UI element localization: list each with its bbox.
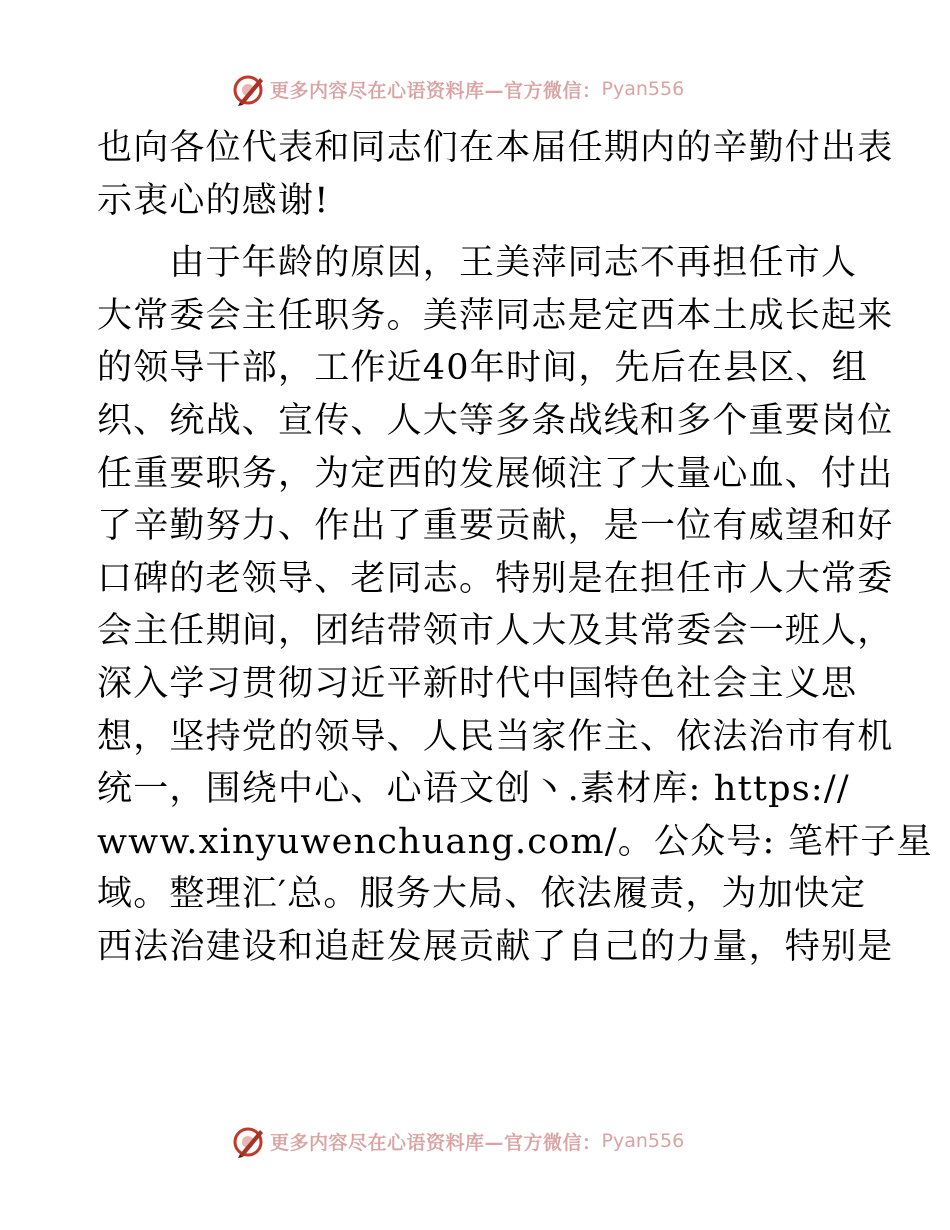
text-line: 会主任期间，团结带领市人大及其常委会一班人， [97, 611, 894, 652]
header-banner-account: Pyan556 [601, 78, 685, 100]
footer-banner-text: 更多内容尽在心语资料库—官方微信： [270, 1131, 602, 1154]
text-line: 大常委会主任职务。美萍同志是定西本土成长起来 [97, 295, 894, 336]
text-line: 域。整理汇′总。服务大局、依法履责，为加快定 [97, 874, 867, 915]
text-line: 的领导干部，工作近40年时间，先后在县区、组 [97, 348, 868, 389]
pen-logo-icon [232, 72, 266, 106]
text-line: 想，坚持党的领导、人民当家作主、依法治市有机 [97, 716, 894, 757]
text-line: 统一，围绕中心、心语文创丶.素材库: https:// [97, 769, 850, 810]
text-line: 西法治建设和追赶发展贡献了自己的力量，特别是 [97, 926, 894, 967]
document-body [97, 122, 933, 974]
text-line: 由于年龄的原因，王美萍同志不再担任市人 [97, 243, 858, 284]
text-line: 织、统战、宣传、人大等多条战线和多个重要岗位 [97, 400, 894, 441]
text-line: 也向各位代表和同志们在本届任期内的辛勤付出表 [97, 128, 894, 168]
text-line: 了辛勤努力、作出了重要贡献，是一位有威望和好 [97, 506, 894, 547]
text-line: 深入学习贯彻习近平新时代中国特色社会主义思 [97, 663, 858, 704]
text-line: 任重要职务，为定西的发展倾注了大量心血、付出 [97, 453, 894, 494]
footer-banner-account: Pyan556 [601, 1130, 685, 1152]
paragraph-gap [97, 227, 857, 237]
text-line: 示衷心的感谢! [97, 180, 330, 221]
footer-banner [232, 1124, 684, 1158]
header-banner [232, 72, 684, 106]
header-banner-text: 更多内容尽在心语资料库—官方微信： [270, 79, 602, 102]
pen-logo-icon [232, 1124, 266, 1158]
text-line: 口碑的老领导、老同志。特别是在担任市人大常委 [97, 558, 894, 599]
text-line: www.xinyuwenchuang.com/。公众号: 笔杆子星 [97, 821, 933, 862]
